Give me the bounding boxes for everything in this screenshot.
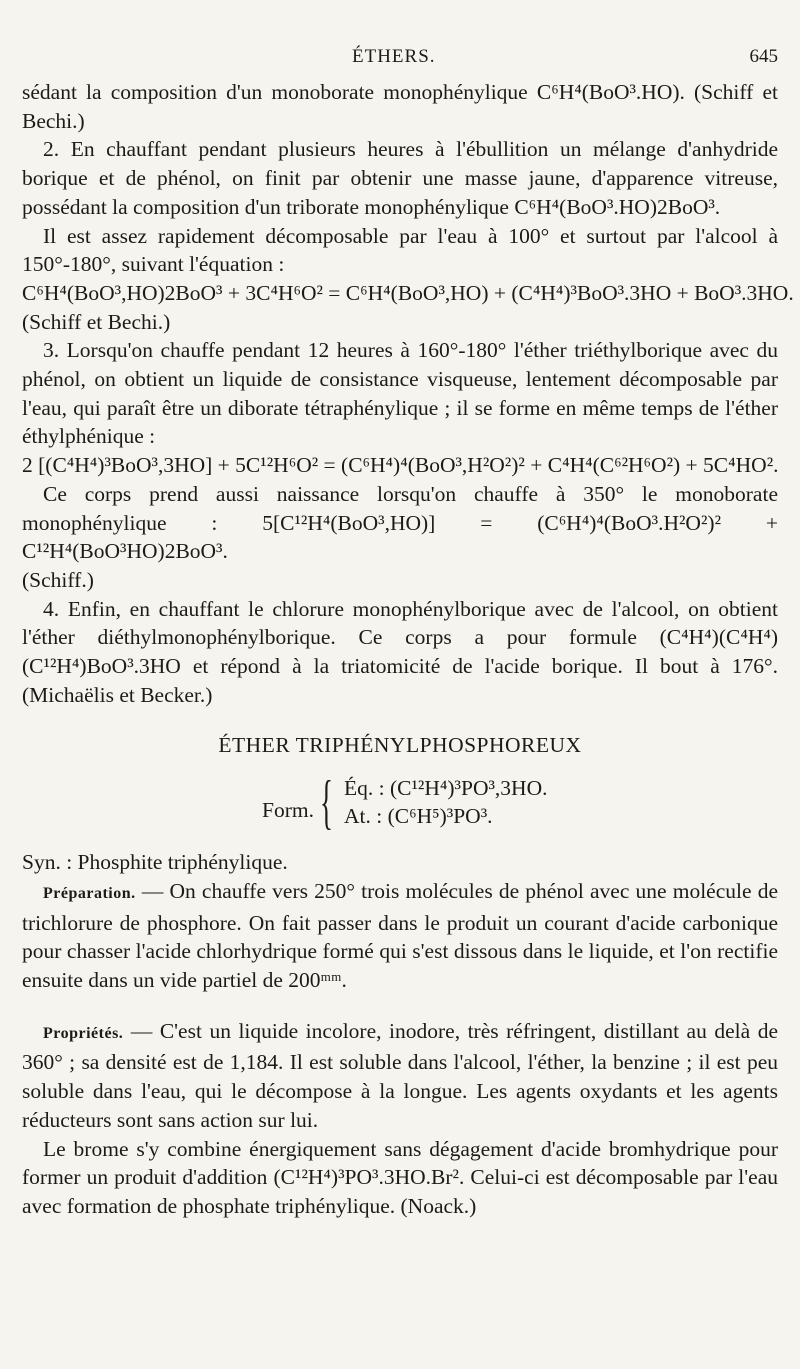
paragraph-naissance: Ce corps prend aussi naissance lorsqu'on chauffe à 350° le monoborate monophénylique : 5[C¹²H⁴(BoO³,HO)] = (C⁶H⁴)⁴(BoO³.H²O²)² + C¹²H⁴(BoO³HO)2BoO³. xyxy=(22,481,778,564)
paragraph-monoborate: sédant la composition d'un monoborate monophénylique C⁶H⁴(BoO³.HO). (Schiff et Bechi.) xyxy=(22,80,778,133)
synonym-line: Syn. : Phosphite triphénylique. xyxy=(22,850,288,875)
running-title: ÉTHERS. xyxy=(352,46,436,67)
citation-schiff: (Schiff.) xyxy=(22,567,94,592)
preparation-text: — On chauffe vers 250° trois molécules de phénol avec une molécule de trichlorure de phosphore. On fait passer dans le produit un courant d'acide carbonique pour chasser l'acide chlorhydrique formé qui s'est dissous dans le liquide, et l'on rectifie ensuite dans un vide partiel de 200ᵐᵐ. xyxy=(22,878,778,992)
formula-atomic: At. : (C⁶H⁵)³PO³. xyxy=(344,804,493,829)
page-number: 645 xyxy=(749,46,778,67)
brace-icon: { xyxy=(320,769,333,836)
page-body xyxy=(22,78,794,1221)
formula-equivalent: Éq. : (C¹²H⁴)³PO³,3HO. xyxy=(344,776,548,801)
formula-block xyxy=(262,769,778,848)
properties-text: — C'est un liquide incolore, inodore, très réfringent, distillant au delà de 360° ; sa densité est de 1,184. Il est soluble dans l'alcool, l'éther, la benzine ; il est peu soluble dans l'eau, qui le décompose à la longue. Les agents oxydants et les agents réducteurs sont sans action sur lui. xyxy=(22,1018,778,1132)
paragraph-diborate: 3. Lorsqu'on chauffe pendant 12 heures à 160°-180° l'éther triéthylborique avec du phénol, on obtient un liquide de consistance visqueuse, lentement décomposable par l'eau, qui paraît être un diborate tétraphénylique ; il se forme en même temps de l'éther éthylphénique : xyxy=(22,338,778,449)
formula-label: Form. xyxy=(262,798,314,823)
paragraph-brome: Le brome s'y combine énergiquement sans dégagement d'acide bromhydrique pour former un produit d'addition (C¹²H⁴)³PO³.3HO.Br². Celui-ci est décomposable par l'eau avec formation de phosphate triphénylique. (Noack.) xyxy=(22,1136,778,1218)
paragraph-decomposition: Il est assez rapidement décomposable par l'eau à 100° et surtout par l'alcool à 150°-180°, suivant l'équation : xyxy=(22,223,778,277)
equation-2: 2 [(C⁴H⁴)³BoO³,3HO] + 5C¹²H⁶O² = (C⁶H⁴)⁴(BoO³,H²O²)² + C⁴H⁴(C⁶²H⁶O²) + 5C⁴HO². xyxy=(22,453,779,478)
preparation-heading: Préparation. xyxy=(43,884,136,902)
paragraph-properties xyxy=(22,1017,778,1135)
citation-schiff-bechi: (Schiff et Bechi.) xyxy=(22,309,171,334)
paragraph-diethyl: 4. Enfin, en chauffant le chlorure monophénylborique avec de l'alcool, on obtient l'éther diéthylmonophénylborique. Ce corps a pour formule (C⁴H⁴)(C⁴H⁴)(C¹²H⁴)BoO³.3HO et répond à la triatomicité de l'acide borique. Il bout à 176°. (Michaëlis et Becker.) xyxy=(22,596,778,707)
page-header xyxy=(0,46,800,74)
equation-1: C⁶H⁴(BoO³,HO)2BoO³ + 3C⁴H⁶O² = C⁶H⁴(BoO³,HO) + (C⁴H⁴)³BoO³.3HO + BoO³.3HO. xyxy=(22,280,794,305)
formula-rows xyxy=(344,774,547,830)
paragraph-triborate: 2. En chauffant pendant plusieurs heures à l'ébullition un mélange d'anhydride borique et de phénol, on finit par obtenir une masse jaune, d'apparence vitreuse, possédant la composition d'un triborate monophénylique C⁶H⁴(BoO³.HO)2BoO³. xyxy=(22,137,778,219)
paragraph-preparation xyxy=(22,877,778,995)
section-title: ÉTHER TRIPHÉNYLPHOSPHOREUX xyxy=(218,733,582,758)
properties-heading: Propriétés. xyxy=(43,1024,124,1042)
